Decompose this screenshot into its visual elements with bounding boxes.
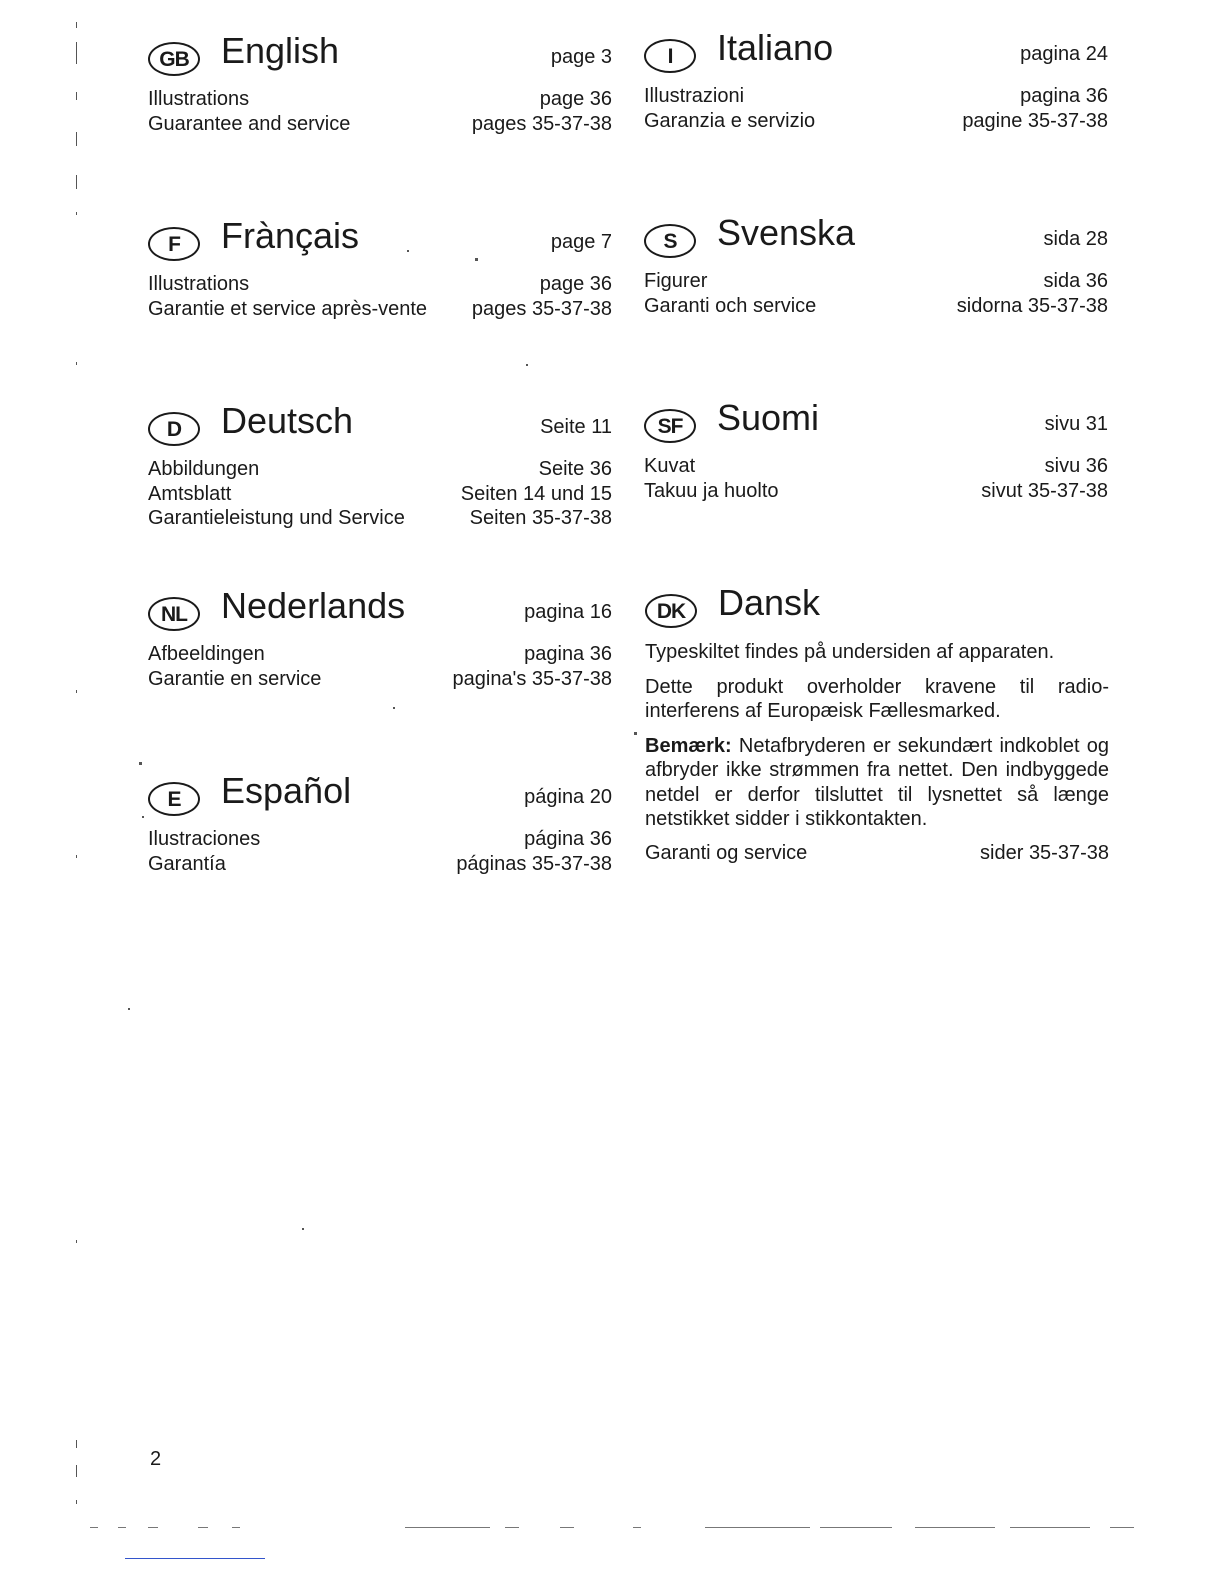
country-badge: NL — [148, 597, 200, 631]
section-header — [644, 27, 1108, 75]
interference-paragraph: Dette produkt overholder kravene til radio-interferens af Europæisk Fællesmarked. — [645, 675, 1109, 722]
language-title: Frànçais — [221, 215, 360, 256]
country-badge: SF — [644, 409, 696, 443]
main-page-ref: page 3 — [550, 46, 612, 68]
toc-row: Guarantee and service pages 35-37-38 — [148, 112, 612, 135]
toc-row: Garantieleistung und Service Seiten 35-37-38 — [148, 507, 612, 529]
section-suomi — [644, 397, 1108, 504]
toc-row: Abbildungen Seite 36 — [148, 458, 612, 480]
language-title: Español — [221, 770, 352, 811]
toc-row: Figurer sida 36 — [644, 270, 1108, 292]
toc-row: Illustrations page 36 — [148, 88, 612, 110]
country-badge: E — [148, 782, 200, 816]
language-title: Svenska — [717, 212, 856, 253]
main-page-ref: sivu 31 — [1044, 413, 1108, 435]
section-deutsch — [148, 400, 612, 532]
language-title: Italiano — [717, 27, 834, 68]
country-badge: F — [148, 227, 200, 261]
toc-row: Garantie et service après-vente pages 35-37-38 — [148, 297, 612, 320]
section-nederlands — [148, 585, 612, 692]
language-title: English — [221, 30, 340, 71]
main-page-ref: pagina 16 — [524, 601, 612, 623]
note-paragraph — [645, 734, 1109, 832]
toc-row: Amtsblatt Seiten 14 und 15 — [148, 482, 612, 505]
language-title: Deutsch — [221, 400, 354, 441]
section-header — [148, 30, 612, 78]
typeplate-paragraph: Typeskiltet findes på undersiden af apparaten. — [645, 641, 1055, 663]
note-text: Netafbryderen er sekundært indkoblet og afbryder ikke strømmen fra nettet. Den indbyggede netdel er derfor tilsluttet til lysnettet så længe netstikket sidder i stikkontakten. — [645, 734, 1109, 830]
page-number: 2 — [150, 1448, 162, 1470]
country-badge: S — [644, 224, 696, 258]
section-svenska — [644, 212, 1108, 319]
country-badge: I — [644, 39, 696, 73]
toc-row: Afbeeldingen pagina 36 — [148, 643, 612, 665]
language-title: Suomi — [717, 397, 820, 438]
section-header — [148, 400, 612, 448]
toc-row: Garanzia e servizio pagine 35-37-38 — [644, 109, 1108, 132]
main-page-ref: página 20 — [524, 786, 612, 808]
section-espanol — [148, 770, 612, 877]
toc-row: Kuvat sivu 36 — [644, 455, 1108, 477]
toc-row: Illustrazioni pagina 36 — [644, 85, 1108, 107]
section-english — [148, 30, 612, 137]
language-title: Dansk — [718, 582, 821, 623]
toc-row: Ilustraciones página 36 — [148, 828, 612, 850]
country-badge: DK — [645, 594, 697, 628]
section-italiano — [644, 27, 1108, 134]
section-header — [644, 397, 1108, 445]
note-label: Bemærk: — [645, 734, 732, 757]
main-page-ref: sida 28 — [1043, 228, 1108, 250]
toc-row: Garanti og service sider 35-37-38 — [645, 841, 1109, 864]
section-francais — [148, 215, 612, 322]
toc-row: Garanti och service sidorna 35-37-38 — [644, 294, 1108, 317]
section-header — [148, 215, 612, 263]
language-title: Nederlands — [221, 585, 406, 626]
toc-row: Garantie en service pagina's 35-37-38 — [148, 667, 612, 690]
main-page-ref: Seite 11 — [540, 416, 612, 438]
main-page-ref: pagina 24 — [1020, 43, 1108, 65]
section-header — [644, 212, 1108, 260]
toc-row: Illustrations page 36 — [148, 273, 612, 295]
country-badge: GB — [148, 42, 200, 76]
country-badge: D — [148, 412, 200, 446]
main-page-ref: page 7 — [550, 231, 612, 253]
section-header — [148, 585, 612, 633]
section-dansk — [645, 582, 1109, 866]
section-header — [645, 582, 1109, 630]
toc-row: Garantía páginas 35-37-38 — [148, 852, 612, 875]
toc-row: Takuu ja huolto sivut 35-37-38 — [644, 479, 1108, 502]
section-header — [148, 770, 612, 818]
